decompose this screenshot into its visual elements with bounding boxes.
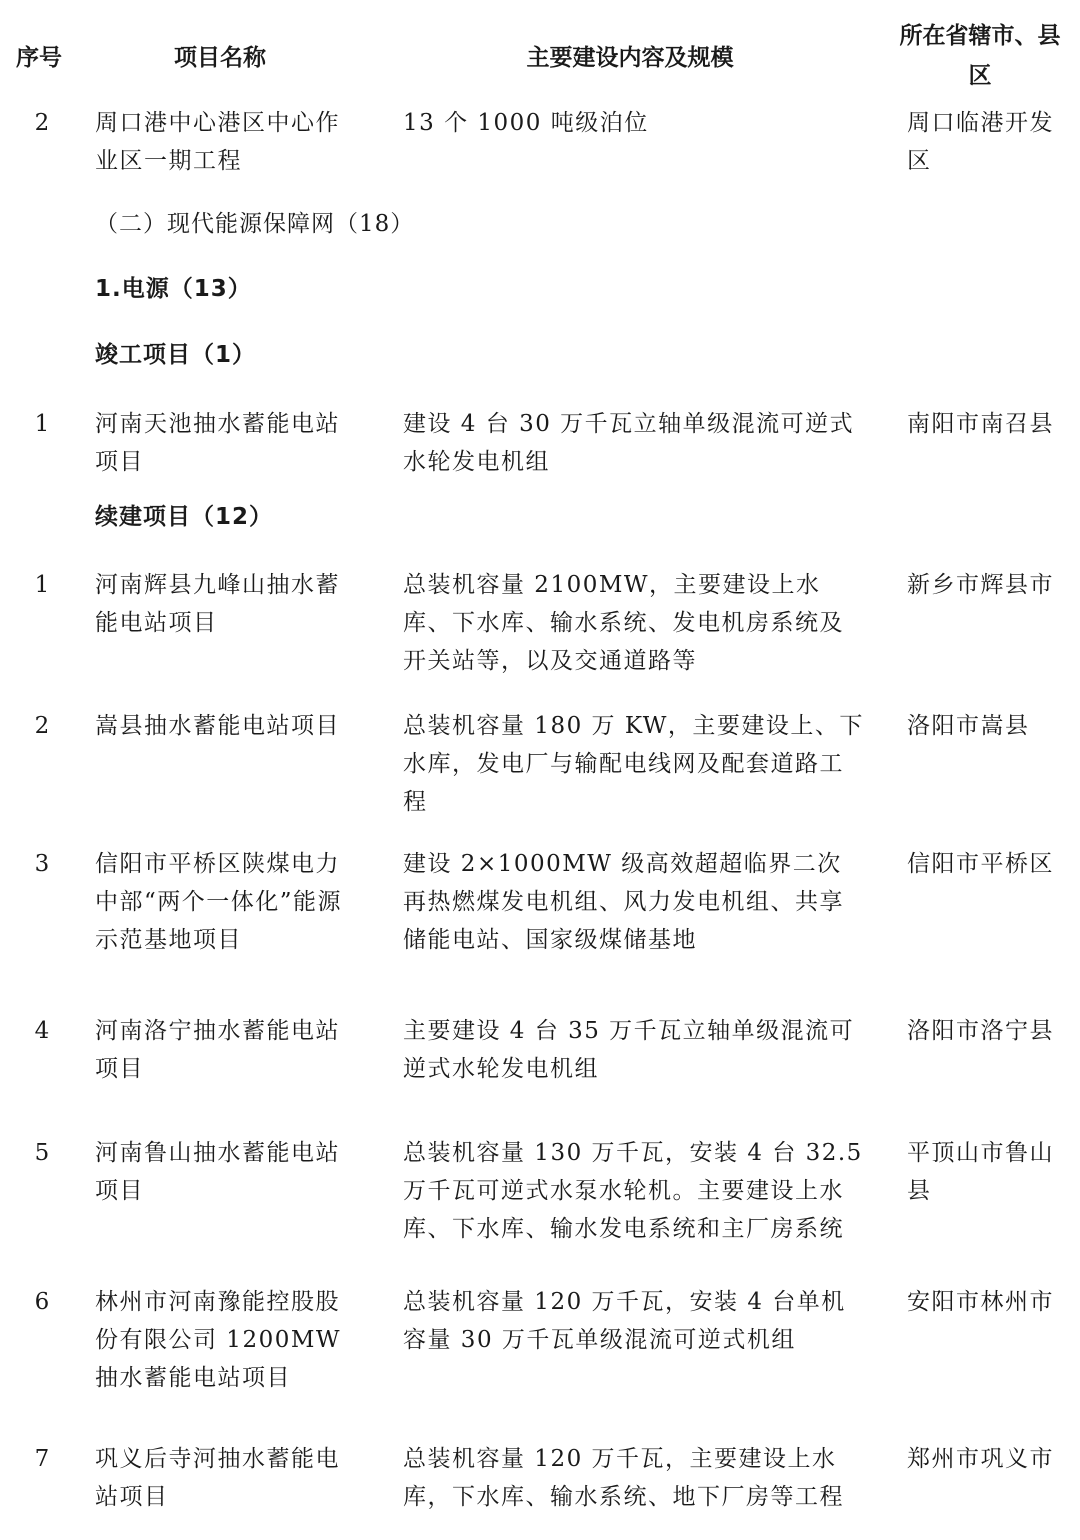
row-name: 河南辉县九峰山抽水蓄能电站项目 <box>95 572 340 636</box>
header-content: 主要建设内容及规模 <box>526 45 734 71</box>
row-content: 总装机容量 120 万千瓦，安装 4 台单机容量 30 万千瓦单级混流可逆式机组 <box>403 1289 846 1353</box>
section-continued: 续建项目（12） <box>95 504 274 530</box>
row-name: 信阳市平桥区陕煤电力中部“两个一体化”能源示范基地项目 <box>95 851 343 953</box>
row-name: 周口港中心港区中心作业区一期工程 <box>95 110 340 174</box>
row-seq: 1 <box>34 572 50 598</box>
row-content: 主要建设 4 台 35 万千瓦立轴单级混流可逆式水轮发电机组 <box>403 1018 855 1082</box>
section-completed: 竣工项目（1） <box>95 342 257 368</box>
row-location: 周口临港开发区 <box>907 110 1054 174</box>
row-location: 洛阳市洛宁县 <box>907 1018 1054 1044</box>
row-location: 洛阳市嵩县 <box>907 713 1030 739</box>
row-seq: 3 <box>34 851 50 877</box>
row-seq: 2 <box>34 713 50 739</box>
row-seq: 7 <box>34 1446 50 1472</box>
row-name: 河南天池抽水蓄能电站项目 <box>95 411 340 475</box>
header-location: 所在省辖市、县区 <box>899 23 1061 89</box>
row-seq: 4 <box>34 1018 50 1044</box>
row-content: 总装机容量 120 万千瓦，主要建设上水库，下水库、输水系统、地下厂房等工程 <box>403 1446 844 1510</box>
row-name: 河南鲁山抽水蓄能电站项目 <box>95 1140 340 1204</box>
row-content: 总装机容量 180 万 KW，主要建设上、下水库，发电厂与输配电线网及配套道路工程 <box>403 713 864 815</box>
row-location: 郑州市巩义市 <box>907 1446 1054 1472</box>
row-content: 总装机容量 130 万千瓦，安装 4 台 32.5 万千瓦可逆式水泵水轮机。主要建设上水库、下水库、输水发电系统和主厂房系统 <box>403 1140 863 1242</box>
row-name: 林州市河南豫能控股股份有限公司 1200MW 抽水蓄能电站项目 <box>95 1289 342 1391</box>
row-content: 13 个 1000 吨级泊位 <box>403 110 649 136</box>
header-seq: 序号 <box>16 45 62 71</box>
row-seq: 6 <box>34 1289 50 1315</box>
row-location: 信阳市平桥区 <box>907 851 1054 877</box>
section-power: 1.电源（13） <box>95 276 252 302</box>
row-seq: 5 <box>34 1140 50 1166</box>
row-content: 建设 2×1000MW 级高效超超临界二次再热燃煤发电机组、风力发电机组、共享储能电站、国家级煤储基地 <box>403 851 844 953</box>
row-content: 建设 4 台 30 万千瓦立轴单级混流可逆式水轮发电机组 <box>403 411 855 475</box>
row-name: 巩义后寺河抽水蓄能电站项目 <box>95 1446 340 1510</box>
row-location: 平顶山市鲁山县 <box>907 1140 1054 1204</box>
row-seq: 1 <box>34 411 50 437</box>
header-name: 项目名称 <box>174 45 266 71</box>
section-energy-network: （二）现代能源保障网（18） <box>95 211 415 237</box>
row-location: 安阳市林州市 <box>907 1289 1054 1315</box>
row-name: 嵩县抽水蓄能电站项目 <box>95 713 340 739</box>
row-content: 总装机容量 2100MW，主要建设上水库、下水库、输水系统、发电机房系统及开关站等，以及交通道路等 <box>403 572 844 674</box>
row-location: 新乡市辉县市 <box>907 572 1054 598</box>
row-name: 河南洛宁抽水蓄能电站项目 <box>95 1018 340 1082</box>
row-seq: 2 <box>34 110 50 136</box>
row-location: 南阳市南召县 <box>907 411 1054 437</box>
